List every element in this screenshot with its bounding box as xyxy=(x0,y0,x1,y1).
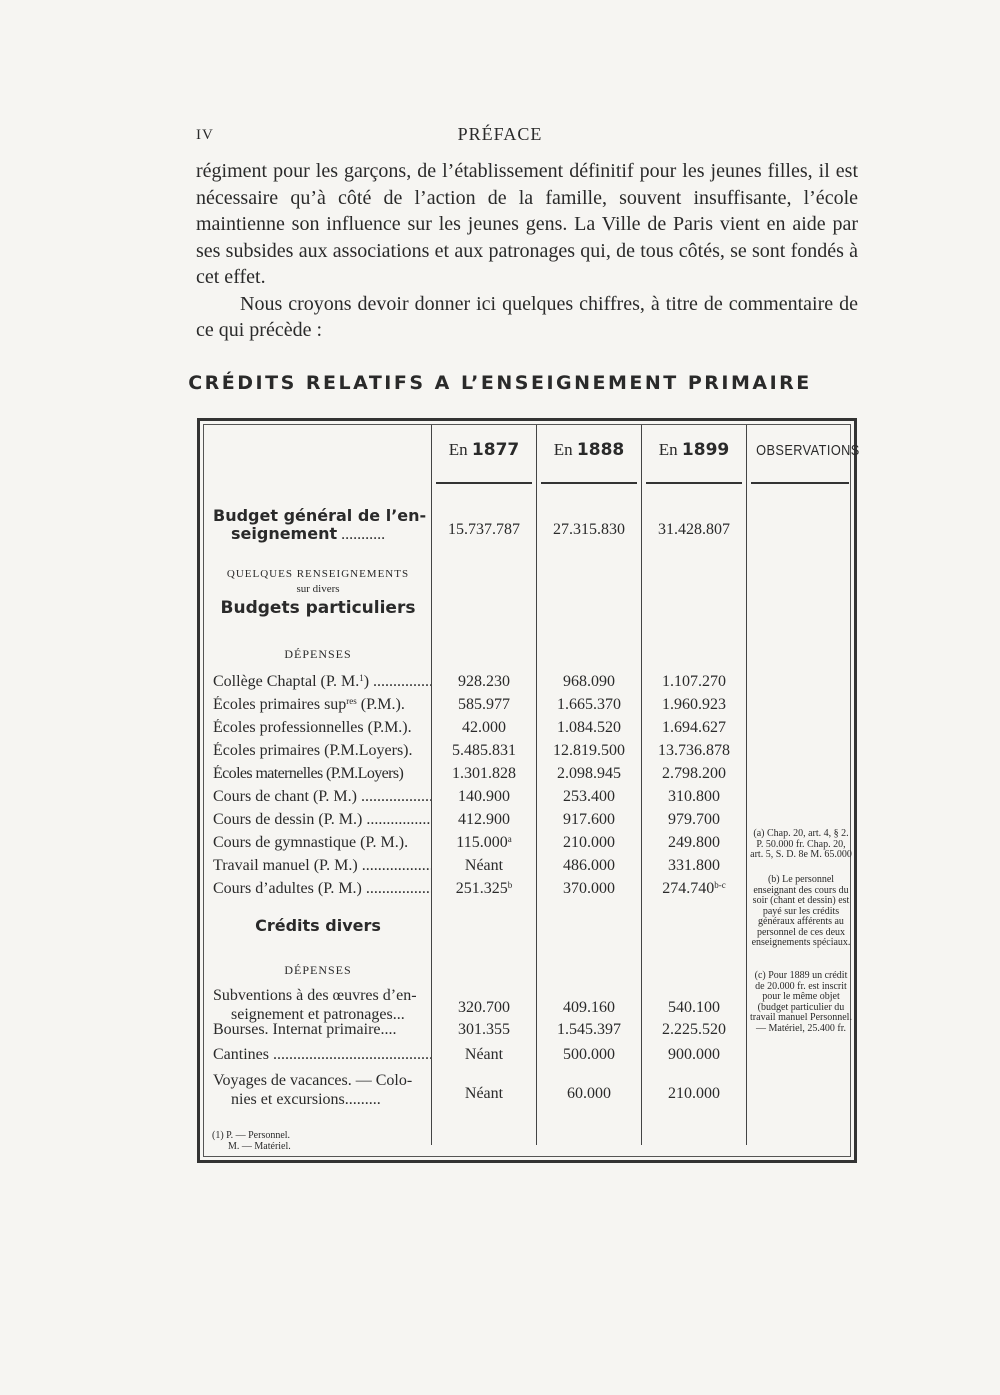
header-rule-1 xyxy=(436,482,532,484)
cell-1899: 1.107.270 xyxy=(662,673,726,690)
cell-1877: 928.230 xyxy=(458,673,510,690)
row-label: Écoles primaires (P.M.Loyers). xyxy=(213,742,413,759)
row-label: Bourses. Internat primaire.... xyxy=(213,1021,397,1038)
cell-1888: 1.084.520 xyxy=(557,719,621,736)
row-label: Collège Chaptal (P. M.$^1$) ..... xyxy=(213,673,431,691)
cell-1877: 1.301.828 xyxy=(452,765,516,782)
cell-1877: 320.700 xyxy=(458,999,510,1016)
cell-1877: 301.355 xyxy=(458,1021,510,1038)
table-row xyxy=(0,742,1000,764)
cell-1899: 900.000 xyxy=(668,1046,720,1063)
header-1877: En 1877 xyxy=(448,440,520,460)
section1-pre1: QUELQUES RENSEIGNEMENTS xyxy=(226,568,410,580)
cell-1899: 979.700 xyxy=(668,811,720,828)
cell-1888: 253.400 xyxy=(563,788,615,805)
cell-1899: 2.798.200 xyxy=(662,765,726,782)
budget-general-label: Budget général de l’en- seignement ........... xyxy=(213,506,427,543)
row-label: Cours d’adultes (P. M.) ..... xyxy=(213,880,431,898)
row-label: Écoles maternelles (P.M.Loyers) xyxy=(213,765,404,782)
table-row xyxy=(0,696,1000,718)
section1-sub: DÉPENSES xyxy=(284,647,352,661)
cell-1888: 1.545.397 xyxy=(557,1021,621,1038)
row-label-cont: seignement et patronages... xyxy=(231,1006,405,1023)
observation-b: (b) Le personnel enseignant des cours du soir (chant et dessin) est payé sur les crédits généraux afférents au personnel de ces deux enseignements spéciaux. xyxy=(751,874,851,948)
cell-1888: 1.665.370 xyxy=(557,696,621,713)
budget-1888: 27.315.830 xyxy=(553,521,625,538)
body-text xyxy=(196,158,858,344)
table-row xyxy=(0,788,1000,810)
cell-1877: 115.000$^a$ xyxy=(456,834,512,851)
cell-1888: 210.000 xyxy=(563,834,615,851)
header-rule-2 xyxy=(541,482,637,484)
cell-1899: 249.800 xyxy=(668,834,720,851)
cell-1877: 140.900 xyxy=(458,788,510,805)
cell-1888: 409.160 xyxy=(563,999,615,1016)
cell-1888: 12.819.500 xyxy=(553,742,625,759)
header-observations: OBSERVATIONS xyxy=(756,442,860,459)
cell-1888: 370.000 xyxy=(563,880,615,897)
cell-1877: 5.485.831 xyxy=(452,742,516,759)
row-label: Cours de gymnastique (P. M.). xyxy=(213,834,409,851)
header-rule-3 xyxy=(646,482,742,484)
cell-1877: Néant xyxy=(464,1046,504,1063)
cell-1899: 2.225.520 xyxy=(662,1021,726,1038)
row-label-cont: nies et excursions......... xyxy=(231,1091,381,1108)
table-row xyxy=(0,673,1000,695)
header-rule-4 xyxy=(751,482,849,484)
cell-1899: 310.800 xyxy=(668,788,720,805)
row-label: Écoles primaires sup$^{res}$ (P.M.). xyxy=(213,696,405,713)
section1-pre2: sur divers xyxy=(296,583,340,595)
row-label: Cours de chant (P. M.) ..... xyxy=(213,788,431,806)
cell-1877: 42.000 xyxy=(462,719,506,736)
cell-1899: 274.740$^{b-c}$ xyxy=(662,880,726,897)
header-1899: En 1899 xyxy=(658,440,730,460)
cell-1888: 60.000 xyxy=(567,1085,611,1102)
cell-1888: 968.090 xyxy=(563,673,615,690)
page-number: IV xyxy=(196,127,214,143)
row-label: Écoles professionnelles (P.M.). xyxy=(213,719,412,736)
row-label: Cantines ..... xyxy=(213,1046,431,1064)
observation-a: (a) Chap. 20, art. 4, § 2. P. 50.000 fr. Chap. 20, art. 5, S. D. 8e M. 65.000 xyxy=(750,828,852,860)
cell-1888: 500.000 xyxy=(563,1046,615,1063)
section2-sub: DÉPENSES xyxy=(284,963,352,977)
cell-1888: 486.000 xyxy=(563,857,615,874)
cell-1877: Néant xyxy=(464,1085,504,1102)
paragraph-2: Nous croyons devoir donner ici quelques chiffres, à titre de commentaire de ce qui précède : xyxy=(196,292,858,341)
table-title: CRÉDITS RELATIFS A L’ENSEIGNEMENT PRIMAIRE xyxy=(188,372,812,394)
cell-1899: 1.960.923 xyxy=(662,696,726,713)
cell-1877: Néant xyxy=(464,857,504,874)
cell-1888: 917.600 xyxy=(563,811,615,828)
cell-1899: 13.736.878 xyxy=(658,742,730,759)
section2-title: Crédits divers xyxy=(255,916,381,935)
table-row-values xyxy=(0,1085,1000,1107)
header-1888: En 1888 xyxy=(553,440,625,460)
cell-1899: 1.694.627 xyxy=(662,719,726,736)
cell-1888: 2.098.945 xyxy=(557,765,621,782)
table-row xyxy=(0,765,1000,787)
cell-1899: 331.800 xyxy=(668,857,720,874)
row-label: Cours de dessin (P. M.) ..... xyxy=(213,811,431,829)
cell-1877: 585.977 xyxy=(458,696,510,713)
row-label: Subventions à des œuvres d’en- xyxy=(213,987,417,1004)
budget-1877: 15.737.787 xyxy=(448,521,520,538)
table-row xyxy=(0,719,1000,741)
cell-1899: 540.100 xyxy=(668,999,720,1016)
cell-1877: 251.325$^b$ xyxy=(455,880,513,897)
footnote: (1) P. — Personnel. M. — Matériel. xyxy=(212,1130,291,1152)
paragraph-1: régiment pour les garçons, de l’établissement définitif pour les jeunes filles, il est nécessaire qu’à côté de l’action de la famille, souvent insuffisante, l’école maintienne son influence sur les jeunes gens. La Ville de Paris vient en aide par ses subsides aux associations et aux patronages qui, de tous côtés, se sont fondés à cet effet. xyxy=(196,160,858,288)
section1-title: Budgets particuliers xyxy=(220,598,416,618)
running-head: PRÉFACE xyxy=(457,124,543,144)
cell-1899: 210.000 xyxy=(668,1085,720,1102)
budget-1899: 31.428.807 xyxy=(658,521,730,538)
observation-c: (c) Pour 1889 un crédit de 20.000 fr. est inscrit pour le même objet (budget particulier du travail manuel Personnel. — Matériel, 25.400 fr. xyxy=(750,970,852,1034)
table-row xyxy=(0,1046,1000,1068)
row-label: Travail manuel (P. M.) ..... xyxy=(213,857,431,875)
budget-general-values xyxy=(0,521,1000,543)
row-label: Voyages de vacances. — Colo- xyxy=(213,1072,413,1089)
cell-1877: 412.900 xyxy=(458,811,510,828)
